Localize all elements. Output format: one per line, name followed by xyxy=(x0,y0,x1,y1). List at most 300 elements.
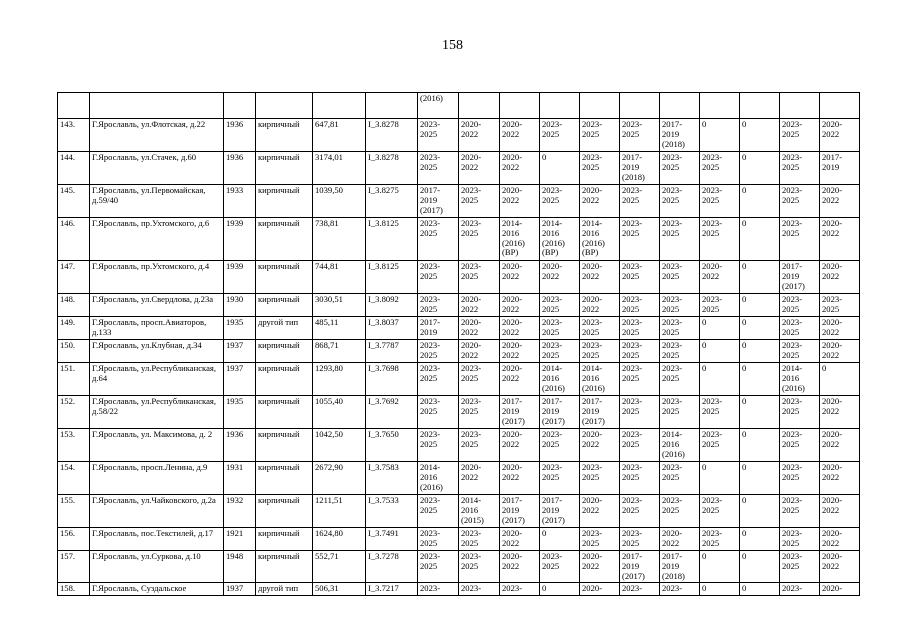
row-period-p11: 2020- 2022 xyxy=(820,495,860,528)
row-period-p1: 2023- 2025 xyxy=(418,119,459,152)
row-period-p10: 2017- 2019 (2017) xyxy=(780,261,820,294)
row-wall-type: кирпичный xyxy=(256,119,313,152)
row-address: Г.Ярославль, просп.Авиаторов, д.133 xyxy=(90,317,224,340)
table-row xyxy=(58,495,860,528)
row-period-p1: 2023- xyxy=(418,583,459,596)
row-area: 552,71 xyxy=(313,551,366,583)
row-area: 647,81 xyxy=(313,119,366,152)
table-row-continuation xyxy=(58,93,860,119)
row-period-p10: 2023- 2025 xyxy=(780,495,820,528)
row-period-p6: 2023- 2025 xyxy=(620,317,660,340)
row-period-p6: 2023- 2025 xyxy=(620,119,660,152)
row-year: 1937 xyxy=(224,583,256,596)
row-period-p9: 0 xyxy=(740,294,780,317)
row-period-p3: 2020- 2022 xyxy=(500,185,540,218)
row-period-p5: 2020- 2022 xyxy=(580,495,620,528)
row-number: 147. xyxy=(58,261,90,294)
row-number: 152. xyxy=(58,396,90,429)
row-period-p3: 2020- 2022 xyxy=(500,528,540,551)
row-year: 1936 xyxy=(224,119,256,152)
row-period-p9: 0 xyxy=(740,185,780,218)
row-period-p1: 2023- 2025 xyxy=(418,429,459,462)
row-area: 1293,80 xyxy=(313,363,366,396)
row-period-p7: 2023- 2025 xyxy=(660,218,700,261)
row-code: I_3.7217 xyxy=(366,583,418,596)
row-period-p9: 0 xyxy=(740,551,780,583)
row-number: 143. xyxy=(58,119,90,152)
row-period-p1: 2017- 2019 (2017) xyxy=(418,185,459,218)
row-wall-type: кирпичный xyxy=(256,551,313,583)
row-number: 151. xyxy=(58,363,90,396)
row-period-p4: 2023- 2025 xyxy=(540,185,580,218)
row-period-p11: 2020- 2022 xyxy=(820,551,860,583)
row-code: I_3.8278 xyxy=(366,119,418,152)
table-cell xyxy=(700,93,740,119)
row-period-p5: 2023- 2025 xyxy=(580,119,620,152)
table-cell xyxy=(224,93,256,119)
row-period-p9: 0 xyxy=(740,152,780,185)
row-period-p10: 2023- 2025 xyxy=(780,152,820,185)
row-period-p4: 2023- 2025 xyxy=(540,340,580,363)
row-period-p5: 2017- 2019 (2017) xyxy=(580,396,620,429)
row-period-p3: 2020- 2022 xyxy=(500,551,540,583)
row-period-p5: 2020- 2022 xyxy=(580,261,620,294)
row-period-p1: 2023- 2025 xyxy=(418,495,459,528)
row-period-p8: 2023- 2025 xyxy=(700,429,740,462)
row-period-p9: 0 xyxy=(740,218,780,261)
row-period-p1: 2023- 2025 xyxy=(418,363,459,396)
table-row xyxy=(58,218,860,261)
row-period-p5: 2020- 2022 xyxy=(580,185,620,218)
row-period-p9: 0 xyxy=(740,528,780,551)
row-period-p6: 2023- 2025 xyxy=(620,294,660,317)
row-wall-type: другой тип xyxy=(256,317,313,340)
row-period-p7: 2020- 2022 xyxy=(660,528,700,551)
table-body xyxy=(58,93,860,596)
row-period-p8: 2023- 2025 xyxy=(700,528,740,551)
row-number: 154. xyxy=(58,462,90,495)
row-period-p5: 2023- 2025 xyxy=(580,528,620,551)
row-code: I_3.7698 xyxy=(366,363,418,396)
table-cell xyxy=(459,93,500,119)
row-period-p6: 2023- 2025 xyxy=(620,462,660,495)
row-period-p11: 2023- 2025 xyxy=(820,294,860,317)
row-area: 2672,90 xyxy=(313,462,366,495)
row-address: Г.Ярославль, ул.Стачек, д.60 xyxy=(90,152,224,185)
row-period-p3: 2020- 2022 xyxy=(500,429,540,462)
table-row xyxy=(58,551,860,583)
row-period-p6: 2017- 2019 (2018) xyxy=(620,152,660,185)
row-wall-type: кирпичный xyxy=(256,396,313,429)
row-period-p2: 2023- 2025 xyxy=(459,429,500,462)
row-period-p9: 0 xyxy=(740,462,780,495)
row-period-p10: 2023- 2025 xyxy=(780,185,820,218)
buildings-table xyxy=(57,92,860,596)
row-code: I_3.7533 xyxy=(366,495,418,528)
row-period-p4: 2023- 2025 xyxy=(540,462,580,495)
row-period-p7: 2023- 2025 xyxy=(660,462,700,495)
row-address: Г.Ярославль, ул. Максимова, д. 2 xyxy=(90,429,224,462)
row-year: 1937 xyxy=(224,363,256,396)
row-period-p3: 2020- 2022 xyxy=(500,261,540,294)
row-period-p10: 2023- 2025 xyxy=(780,429,820,462)
table-cell: (2016) xyxy=(418,93,459,119)
row-code: I_3.7278 xyxy=(366,551,418,583)
row-period-p10: 2023- 2025 xyxy=(780,317,820,340)
row-period-p9: 0 xyxy=(740,363,780,396)
row-period-p4: 0 xyxy=(540,583,580,596)
row-period-p7: 2023- 2025 xyxy=(660,396,700,429)
table-cell xyxy=(580,93,620,119)
row-period-p2: 2020- 2022 xyxy=(459,152,500,185)
row-period-p2: 2020- 2022 xyxy=(459,317,500,340)
row-period-p6: 2023- 2025 xyxy=(620,261,660,294)
row-period-p4: 2017- 2019 (2017) xyxy=(540,396,580,429)
row-year: 1937 xyxy=(224,340,256,363)
row-period-p8: 0 xyxy=(700,462,740,495)
row-address: Г.Ярославль, ул.Первомайская, д.59/40 xyxy=(90,185,224,218)
row-year: 1936 xyxy=(224,152,256,185)
row-period-p7: 2014- 2016 (2016) xyxy=(660,429,700,462)
row-period-p8: 0 xyxy=(700,119,740,152)
row-period-p8: 2023- 2025 xyxy=(700,185,740,218)
row-period-p3: 2014- 2016 (2016) (ВР) xyxy=(500,218,540,261)
row-period-p10: 2023- 2025 xyxy=(780,551,820,583)
row-code: I_3.7491 xyxy=(366,528,418,551)
row-period-p9: 0 xyxy=(740,583,780,596)
row-period-p5: 2020- 2022 xyxy=(580,429,620,462)
row-period-p1: 2023- 2025 xyxy=(418,528,459,551)
row-period-p7: 2023- 2025 xyxy=(660,261,700,294)
row-period-p11: 2020- 2022 xyxy=(820,396,860,429)
table-cell xyxy=(780,93,820,119)
row-period-p8: 0 xyxy=(700,363,740,396)
row-period-p1: 2023- 2025 xyxy=(418,261,459,294)
table-row xyxy=(58,294,860,317)
table-cell xyxy=(313,93,366,119)
table-cell xyxy=(620,93,660,119)
row-period-p3: 2020- 2022 xyxy=(500,462,540,495)
table-row xyxy=(58,528,860,551)
row-number: 158. xyxy=(58,583,90,596)
table-cell xyxy=(256,93,313,119)
row-period-p7: 2023- 2025 xyxy=(660,340,700,363)
row-period-p11: 2020- 2022 xyxy=(820,317,860,340)
row-number: 155. xyxy=(58,495,90,528)
row-period-p6: 2023- 2025 xyxy=(620,495,660,528)
row-period-p2: 2023- 2025 xyxy=(459,396,500,429)
row-address: Г.Ярославль, ул.Флотская, д.22 xyxy=(90,119,224,152)
row-code: I_3.7583 xyxy=(366,462,418,495)
row-period-p11: 2020- xyxy=(820,583,860,596)
row-period-p3: 2020- 2022 xyxy=(500,294,540,317)
table-row xyxy=(58,185,860,218)
table-cell xyxy=(366,93,418,119)
row-year: 1930 xyxy=(224,294,256,317)
row-period-p6: 2023- xyxy=(620,583,660,596)
row-wall-type: кирпичный xyxy=(256,294,313,317)
row-area: 1211,51 xyxy=(313,495,366,528)
row-period-p7: 2017- 2019 (2018) xyxy=(660,551,700,583)
row-period-p9: 0 xyxy=(740,396,780,429)
table-cell xyxy=(820,93,860,119)
row-period-p10: 2023- 2025 xyxy=(780,119,820,152)
row-year: 1931 xyxy=(224,462,256,495)
row-number: 157. xyxy=(58,551,90,583)
row-period-p5: 2020- xyxy=(580,583,620,596)
table-row xyxy=(58,340,860,363)
row-area: 1624,80 xyxy=(313,528,366,551)
row-period-p6: 2023- 2025 xyxy=(620,396,660,429)
row-period-p8: 2023- 2025 xyxy=(700,218,740,261)
row-period-p11: 2020- 2022 xyxy=(820,528,860,551)
row-period-p3: 2023- xyxy=(500,583,540,596)
row-period-p3: 2020- 2022 xyxy=(500,119,540,152)
row-period-p3: 2020- 2022 xyxy=(500,152,540,185)
row-wall-type: кирпичный xyxy=(256,462,313,495)
row-period-p11: 2017- 2019 xyxy=(820,152,860,185)
row-code: I_3.8278 xyxy=(366,152,418,185)
row-period-p1: 2023- 2025 xyxy=(418,340,459,363)
row-period-p10: 2023- 2025 xyxy=(780,462,820,495)
row-period-p2: 2023- 2025 xyxy=(459,261,500,294)
row-period-p1: 2014- 2016 (2016) xyxy=(418,462,459,495)
table-row xyxy=(58,119,860,152)
row-period-p5: 2023- 2025 xyxy=(580,462,620,495)
row-period-p10: 2023- xyxy=(780,583,820,596)
row-year: 1921 xyxy=(224,528,256,551)
row-area: 1055,40 xyxy=(313,396,366,429)
row-wall-type: кирпичный xyxy=(256,185,313,218)
row-period-p5: 2014- 2016 (2016) (ВР) xyxy=(580,218,620,261)
row-period-p8: 0 xyxy=(700,317,740,340)
row-year: 1948 xyxy=(224,551,256,583)
table-cell xyxy=(660,93,700,119)
row-period-p9: 0 xyxy=(740,119,780,152)
row-period-p2: 2020- 2022 xyxy=(459,462,500,495)
row-area: 506,31 xyxy=(313,583,366,596)
table-cell xyxy=(90,93,224,119)
row-period-p1: 2023- 2025 xyxy=(418,152,459,185)
table-row xyxy=(58,429,860,462)
row-period-p7: 2023- xyxy=(660,583,700,596)
row-period-p5: 2020- 2022 xyxy=(580,551,620,583)
row-number: 149. xyxy=(58,317,90,340)
row-period-p8: 2023- 2025 xyxy=(700,294,740,317)
row-period-p3: 2020- 2022 xyxy=(500,340,540,363)
row-period-p6: 2023- 2025 xyxy=(620,528,660,551)
row-period-p11: 2020- 2022 xyxy=(820,340,860,363)
row-period-p5: 2023- 2025 xyxy=(580,317,620,340)
row-period-p11: 2020- 2022 xyxy=(820,218,860,261)
row-period-p6: 2023- 2025 xyxy=(620,340,660,363)
row-period-p6: 2017- 2019 (2017) xyxy=(620,551,660,583)
row-period-p8: 0 xyxy=(700,583,740,596)
row-period-p10: 2023- 2025 xyxy=(780,340,820,363)
row-period-p3: 2020- 2022 xyxy=(500,363,540,396)
row-period-p10: 2023- 2025 xyxy=(780,396,820,429)
row-wall-type: кирпичный xyxy=(256,340,313,363)
row-year: 1935 xyxy=(224,317,256,340)
row-period-p4: 2023- 2025 xyxy=(540,551,580,583)
table-cell xyxy=(58,93,90,119)
row-period-p11: 2020- 2022 xyxy=(820,119,860,152)
row-period-p4: 2023- 2025 xyxy=(540,294,580,317)
row-period-p11: 2020- 2022 xyxy=(820,261,860,294)
row-code: I_3.7650 xyxy=(366,429,418,462)
table-cell xyxy=(540,93,580,119)
row-area: 1039,50 xyxy=(313,185,366,218)
row-period-p6: 2023- 2025 xyxy=(620,218,660,261)
row-code: I_3.8125 xyxy=(366,261,418,294)
row-address: Г.Ярославль, ул.Свердлова, д.23а xyxy=(90,294,224,317)
row-address: Г.Ярославль, ул.Республиканская, д.58/22 xyxy=(90,396,224,429)
row-number: 156. xyxy=(58,528,90,551)
table-row xyxy=(58,363,860,396)
row-period-p10: 2023- 2025 xyxy=(780,528,820,551)
row-wall-type: кирпичный xyxy=(256,261,313,294)
row-period-p4: 2014- 2016 (2016) xyxy=(540,363,580,396)
row-period-p4: 0 xyxy=(540,152,580,185)
row-wall-type: кирпичный xyxy=(256,152,313,185)
row-number: 146. xyxy=(58,218,90,261)
row-year: 1939 xyxy=(224,218,256,261)
row-period-p10: 2014- 2016 (2016) xyxy=(780,363,820,396)
row-address: Г.Ярославль, пос.Текстилей, д.17 xyxy=(90,528,224,551)
row-area: 868,71 xyxy=(313,340,366,363)
row-period-p3: 2020- 2022 xyxy=(500,317,540,340)
row-wall-type: кирпичный xyxy=(256,429,313,462)
row-period-p7: 2023- 2025 xyxy=(660,294,700,317)
row-period-p7: 2023- 2025 xyxy=(660,495,700,528)
row-code: I_3.7787 xyxy=(366,340,418,363)
row-period-p5: 2014- 2016 (2016) xyxy=(580,363,620,396)
row-period-p2: 2020- 2022 xyxy=(459,294,500,317)
row-wall-type: кирпичный xyxy=(256,218,313,261)
row-period-p9: 0 xyxy=(740,495,780,528)
row-period-p11: 2020- 2022 xyxy=(820,429,860,462)
row-period-p11: 2020- 2022 xyxy=(820,462,860,495)
row-area: 738,81 xyxy=(313,218,366,261)
table-row xyxy=(58,583,860,596)
row-number: 153. xyxy=(58,429,90,462)
row-period-p2: 2023- 2025 xyxy=(459,551,500,583)
row-address: Г.Ярославль, ул.Клубная, д.34 xyxy=(90,340,224,363)
row-period-p2: 2020- 2022 xyxy=(459,119,500,152)
table-row xyxy=(58,462,860,495)
row-period-p7: 2023- 2025 xyxy=(660,152,700,185)
row-period-p8: 2020- 2022 xyxy=(700,261,740,294)
row-address: Г.Ярославль, просп.Ленина, д.9 xyxy=(90,462,224,495)
row-period-p10: 2023- 2025 xyxy=(780,294,820,317)
row-period-p4: 0 xyxy=(540,528,580,551)
row-address: Г.Ярославль, ул.Республиканская, д.64 xyxy=(90,363,224,396)
table-cell xyxy=(740,93,780,119)
row-period-p3: 2017- 2019 (2017) xyxy=(500,495,540,528)
row-year: 1932 xyxy=(224,495,256,528)
row-code: I_3.7692 xyxy=(366,396,418,429)
row-period-p8: 2023- 2025 xyxy=(700,396,740,429)
table-row xyxy=(58,317,860,340)
row-year: 1939 xyxy=(224,261,256,294)
row-period-p2: 2014- 2016 (2015) xyxy=(459,495,500,528)
row-address: Г.Ярославль, Суздальское xyxy=(90,583,224,596)
row-period-p5: 2020- 2022 xyxy=(580,294,620,317)
row-year: 1933 xyxy=(224,185,256,218)
row-period-p4: 2017- 2019 (2017) xyxy=(540,495,580,528)
row-period-p4: 2020- 2022 xyxy=(540,261,580,294)
row-period-p8: 0 xyxy=(700,340,740,363)
row-area: 3030,51 xyxy=(313,294,366,317)
row-period-p4: 2023- 2025 xyxy=(540,317,580,340)
row-period-p10: 2023- 2025 xyxy=(780,218,820,261)
row-code: I_3.8275 xyxy=(366,185,418,218)
row-period-p7: 2023- 2025 xyxy=(660,317,700,340)
row-period-p6: 2023- 2025 xyxy=(620,429,660,462)
row-period-p4: 2023- 2025 xyxy=(540,119,580,152)
row-number: 148. xyxy=(58,294,90,317)
row-period-p2: 2023- 2025 xyxy=(459,185,500,218)
row-period-p11: 2020- 2022 xyxy=(820,185,860,218)
row-address: Г.Ярославль, пр.Ухтомского, д.6 xyxy=(90,218,224,261)
row-number: 144. xyxy=(58,152,90,185)
row-period-p1: 2023- 2025 xyxy=(418,551,459,583)
row-period-p7: 2017- 2019 (2018) xyxy=(660,119,700,152)
row-area: 744,81 xyxy=(313,261,366,294)
row-period-p5: 2023- 2025 xyxy=(580,152,620,185)
table-cell xyxy=(500,93,540,119)
row-period-p9: 0 xyxy=(740,429,780,462)
row-period-p9: 0 xyxy=(740,261,780,294)
row-period-p7: 2023- 2025 xyxy=(660,363,700,396)
row-year: 1935 xyxy=(224,396,256,429)
row-period-p5: 2023- 2025 xyxy=(580,340,620,363)
row-period-p8: 0 xyxy=(700,551,740,583)
row-area: 3174,01 xyxy=(313,152,366,185)
row-period-p1: 2017- 2019 xyxy=(418,317,459,340)
row-period-p9: 0 xyxy=(740,317,780,340)
row-period-p1: 2023- 2025 xyxy=(418,396,459,429)
row-year: 1936 xyxy=(224,429,256,462)
row-area: 485,11 xyxy=(313,317,366,340)
row-period-p2: 2023- 2025 xyxy=(459,528,500,551)
row-number: 145. xyxy=(58,185,90,218)
row-code: I_3.8125 xyxy=(366,218,418,261)
row-code: I_3.8037 xyxy=(366,317,418,340)
row-period-p1: 2023- 2025 xyxy=(418,294,459,317)
row-period-p2: 2023- xyxy=(459,583,500,596)
row-period-p3: 2017- 2019 (2017) xyxy=(500,396,540,429)
row-wall-type: кирпичный xyxy=(256,363,313,396)
row-period-p9: 0 xyxy=(740,340,780,363)
row-period-p2: 2023- 2025 xyxy=(459,363,500,396)
row-period-p11: 0 xyxy=(820,363,860,396)
row-period-p7: 2023- 2025 xyxy=(660,185,700,218)
row-address: Г.Ярославль, пр.Ухтомского, д.4 xyxy=(90,261,224,294)
table-row xyxy=(58,152,860,185)
row-period-p1: 2023- 2025 xyxy=(418,218,459,261)
row-address: Г.Ярославль, ул.Суркова, д.10 xyxy=(90,551,224,583)
row-period-p8: 2023- 2025 xyxy=(700,152,740,185)
row-wall-type: другой тип xyxy=(256,583,313,596)
row-period-p6: 2023- 2025 xyxy=(620,185,660,218)
row-number: 150. xyxy=(58,340,90,363)
row-wall-type: кирпичный xyxy=(256,528,313,551)
row-period-p2: 2023- 2025 xyxy=(459,218,500,261)
table-row xyxy=(58,261,860,294)
row-address: Г.Ярославль, ул.Чайковского, д.2а xyxy=(90,495,224,528)
row-period-p4: 2014- 2016 (2016) (ВР) xyxy=(540,218,580,261)
